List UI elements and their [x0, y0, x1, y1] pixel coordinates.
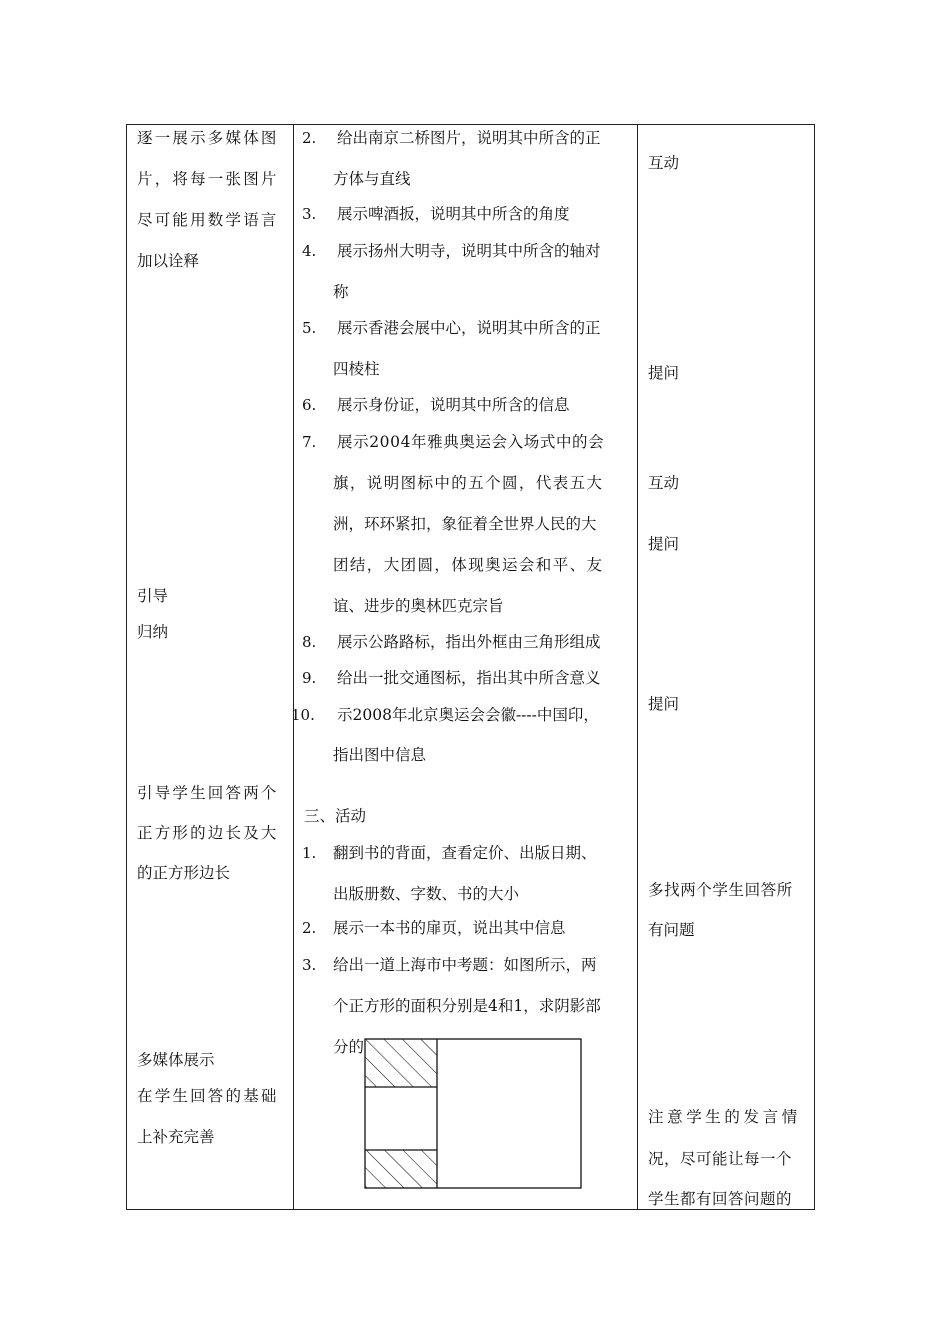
activity-text: 个正方形的面积分别是4和1，求阴影部	[333, 997, 601, 1015]
item-text: 指出图中信息	[333, 746, 427, 764]
left-text-line: 归纳	[137, 623, 169, 641]
item-text: 洲，环环紧扣，象征着全世界人民的大	[333, 515, 597, 533]
left-text-line: 引导	[137, 587, 169, 605]
right-text-line: 互动	[648, 474, 680, 492]
activity-text: 翻到书的背面，查看定价、出版日期、	[333, 844, 597, 862]
item-text: 展示身份证，说明其中所含的信息	[337, 396, 570, 414]
right-text-line: 提问	[648, 535, 680, 553]
squares-figure	[364, 1038, 582, 1190]
left-text-line: 逐一展示多媒体图	[137, 129, 279, 147]
item-number: 9.	[302, 669, 317, 687]
right-text-line: 提问	[648, 364, 680, 382]
item-text: 示2008年北京奥运会会徽----中国印，	[337, 706, 599, 724]
item-text: 展示啤酒扳，说明其中所含的角度	[337, 205, 570, 223]
item-text: 称	[333, 283, 349, 301]
item-number: 4.	[302, 242, 317, 260]
left-text-line: 引导学生回答两个	[137, 784, 279, 802]
right-text-line: 注意学生的发言情	[648, 1108, 801, 1126]
item-text: 展示公路路标，指出外框由三角形组成	[337, 633, 601, 651]
item-text: 展示香港会展中心，说明其中所含的正	[337, 319, 601, 337]
column-divider-2	[637, 125, 638, 1209]
shaded-region-top	[365, 1039, 437, 1087]
left-text-line: 的正方形边长	[137, 864, 231, 882]
shaded-region-bottom	[365, 1150, 437, 1188]
item-text: 给出南京二桥图片，说明其中所含的正	[337, 129, 601, 147]
activity-number: 3.	[302, 956, 317, 974]
item-number: 10.	[291, 706, 315, 724]
right-text-line: 学生都有回答问题的	[648, 1190, 793, 1208]
right-text-line: 提问	[648, 695, 680, 713]
item-text: 旗，说明图标中的五个圆，代表五大	[333, 474, 604, 492]
activity-text: 出版册数、字数、书的大小	[333, 885, 520, 903]
left-text-line: 上补充完善	[137, 1128, 215, 1146]
item-number: 6.	[302, 396, 317, 414]
item-text: 团结，大团圆，体现奥运会和平、友	[333, 556, 604, 574]
column-divider-1	[293, 125, 294, 1209]
left-text-line: 尽可能用数学语言	[137, 211, 279, 229]
activity-text: 分的	[333, 1038, 365, 1056]
item-text: 四棱柱	[333, 360, 380, 378]
item-number: 8.	[302, 633, 317, 651]
item-text: 展示2004年雅典奥运会入场式中的会	[337, 433, 605, 451]
item-text: 给出一批交通图标，指出其中所含意义	[337, 669, 601, 687]
left-text-line: 多媒体展示	[137, 1051, 215, 1069]
right-text-line: 多找两个学生回答所	[648, 881, 793, 899]
right-text-line: 况，尽可能让每一个	[648, 1150, 793, 1168]
right-text-line: 互动	[648, 154, 680, 172]
left-text-line: 在学生回答的基础	[137, 1087, 279, 1105]
item-number: 2.	[302, 129, 317, 147]
left-text-line: 正方形的边长及大	[137, 824, 279, 842]
activity-number: 2.	[302, 919, 317, 937]
item-text: 展示扬州大明寺，说明其中所含的轴对	[337, 242, 601, 260]
section-title: 三、活动	[304, 807, 367, 825]
left-text-line: 片，将每一张图片	[137, 170, 279, 188]
activity-text: 给出一道上海市中考题：如图所示，两	[333, 956, 597, 974]
right-text-line: 有问题	[648, 921, 695, 939]
squares-diagram	[364, 1038, 582, 1190]
item-number: 7.	[302, 433, 317, 451]
item-number: 5.	[302, 319, 317, 337]
activity-text: 展示一本书的扉页，说出其中信息	[333, 919, 566, 937]
item-number: 3.	[302, 205, 317, 223]
item-text: 方体与直线	[333, 170, 411, 188]
left-text-line: 加以诠释	[137, 252, 200, 270]
activity-number: 1.	[302, 844, 317, 862]
item-text: 谊、进步的奥林匹克宗旨	[333, 597, 504, 615]
